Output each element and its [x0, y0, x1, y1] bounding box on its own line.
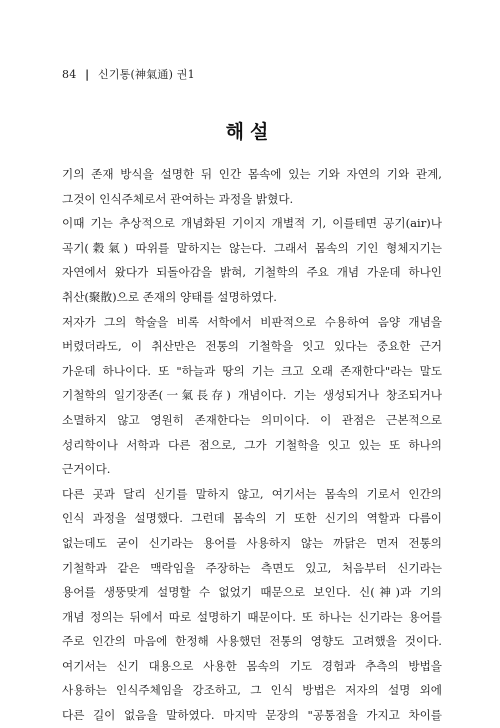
body-line: 근거이다. — [62, 462, 111, 477]
body-line: 주로 인간의 마음에 한정해 사용했던 전통의 영향도 고려했을 것이다. — [62, 634, 442, 649]
body-line: 소멸하지 않고 영원히 존재한다는 의미이다. 이 관점은 근본적으로 — [62, 412, 442, 427]
book-title: 신기통(神氣通) 권1 — [98, 68, 195, 81]
body-line: 취산(聚散)으로 존재의 양태를 설명하였다. — [62, 289, 277, 304]
body-line: 버렸더라도, 이 취산만은 전통의 기철학을 잇고 있다는 중요한 근거 — [62, 339, 442, 354]
body-line: 용어를 생뚱맞게 설명할 수 없었기 때문으로 보인다. 신(神)과 기의 — [62, 585, 442, 600]
body-line: 기철학과 같은 맥락임을 주장하는 측면도 있고, 처음부터 신기라는 — [62, 560, 442, 575]
body-line: 다른 곳과 달리 신기를 말하지 않고, 여기서는 몸속의 기로서 인간의 — [62, 486, 442, 501]
body-line: 기철학의 일기장존(一氣長存) 개념이다. 기는 생성되거나 창조되거나 — [62, 388, 442, 403]
body-line: 인식 과정을 설명했다. 그런데 몸속의 기 또한 신기의 역할과 다름이 — [62, 511, 442, 526]
body-line: 저자가 그의 학술을 비록 서학에서 비판적으로 수용하여 음양 개념을 — [62, 314, 442, 329]
body-line: 성리학이나 서학과 다른 점으로, 그가 기철학을 잇고 있는 또 하나의 — [62, 437, 442, 452]
section-title: 해설 — [225, 121, 275, 143]
body-line: 개념 정의는 뒤에서 따로 설명하기 때문이다. 또 하나는 신기라는 용어를 — [62, 609, 442, 624]
header-separator: | — [85, 68, 90, 81]
running-header — [62, 66, 195, 82]
body-line: 여기서는 신기 대용으로 사용한 몸속의 기도 경험과 추측의 방법을 — [62, 658, 442, 673]
body-line: 사용하는 인식주체임을 강조하고, 그 인식 방법은 저자의 설명 외에 — [62, 683, 442, 698]
body-line: 이때 기는 추상적으로 개념화된 기이지 개별적 기, 이를테면 공기(air)나 — [62, 216, 442, 231]
body-line: 가운데 하나이다. 또 "하늘과 땅의 기는 크고 오래 존재한다"라는 말도 — [62, 363, 442, 378]
body-line: 그것이 인식주체로서 관여하는 과정을 밝혔다. — [62, 191, 294, 206]
body-line: 기의 존재 방식을 설명한 뒤 인간 몸속에 있는 기와 자연의 기와 관계, — [62, 167, 442, 181]
body-line: 다른 길이 없음을 말하였다. 마지막 문장의 "공통점을 가지고 차이를 — [62, 708, 442, 723]
page-number: 84 — [62, 68, 77, 81]
body-text — [62, 162, 442, 728]
body-line: 곡기(穀氣) 따위를 말하지는 않는다. 그래서 몸속의 기인 형체지기는 — [62, 240, 442, 255]
body-line: 자연에서 왔다가 되돌아감을 밝혀, 기철학의 주요 개념 가운데 하나인 — [62, 265, 442, 280]
body-line: 없는데도 굳이 신기라는 용어를 사용하지 않는 까닭은 먼저 전통의 — [62, 535, 442, 550]
